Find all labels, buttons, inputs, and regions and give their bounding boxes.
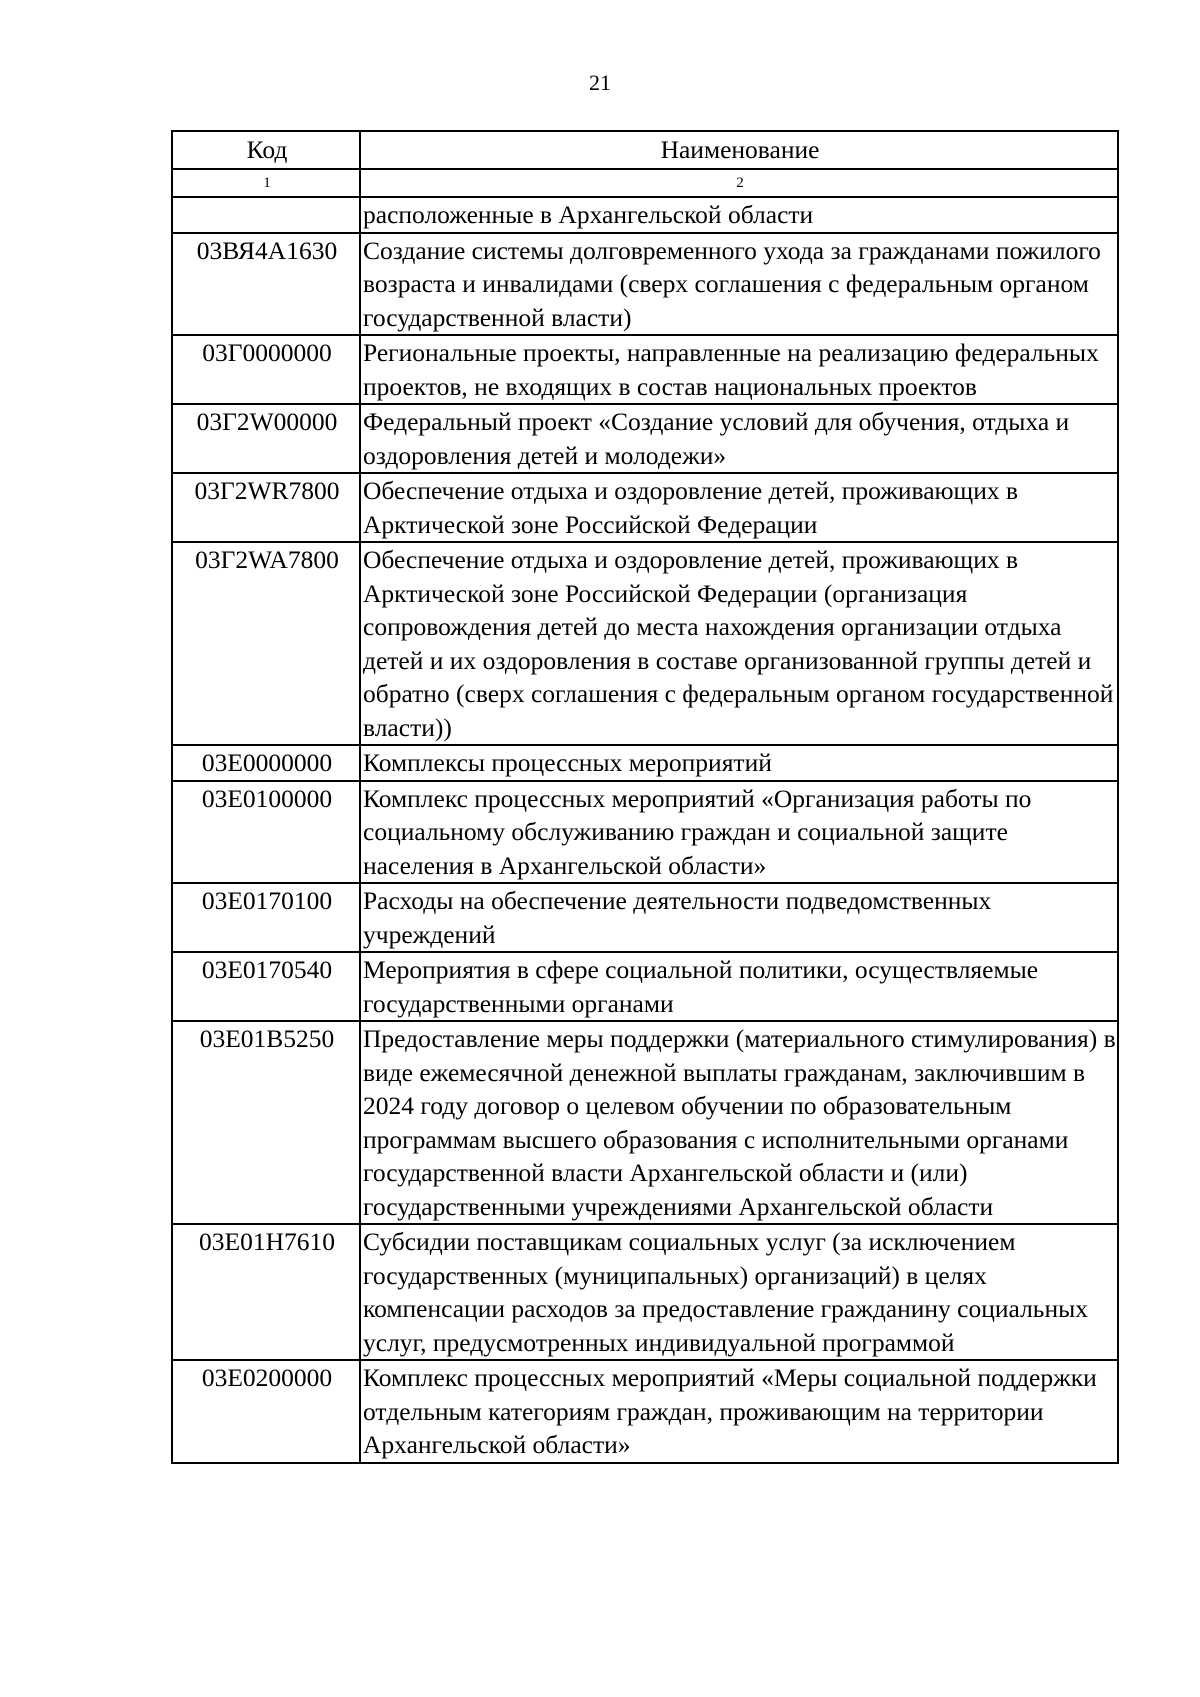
row-name: Субсидии поставщикам социальных услуг (за исключением государственных (муниципальных) организаций) в целях компенсации расходов за предоставление гражданину социальных услуг, предусмотренных индивидуальной программой xyxy=(360,1224,1118,1360)
row-code: 03ВЯ4А1630 xyxy=(172,233,360,336)
table-row xyxy=(172,335,1118,404)
row-code: 03Е0170100 xyxy=(172,883,360,952)
row-name: расположенные в Архангельской области xyxy=(360,197,1118,233)
row-name: Региональные проекты, направленные на реализацию федеральных проектов, не входящих в состав национальных проектов xyxy=(360,335,1118,404)
table-row xyxy=(172,883,1118,952)
table-row xyxy=(172,952,1118,1021)
table-row xyxy=(172,233,1118,336)
row-name: Обеспечение отдыха и оздоровление детей, проживающих в Арктической зоне Российской Федерации (организация сопровождения детей до места нахождения организации отдыха детей и их оздоровления в составе организованной группы детей и обратно (сверх соглашения с федеральным органом государственной власти)) xyxy=(360,542,1118,745)
table-row xyxy=(172,781,1118,884)
row-name: Мероприятия в сфере социальной политики, осуществляемые государственными органами xyxy=(360,952,1118,1021)
page-number: 21 xyxy=(589,70,611,95)
row-code: 03Е0000000 xyxy=(172,745,360,781)
header-name: Наименование xyxy=(360,131,1118,169)
row-code: 03Г0000000 xyxy=(172,335,360,404)
row-name: Комплекс процессных мероприятий «Организация работы по социальному обслуживанию граждан и социальной защите населения в Архангельской области» xyxy=(360,781,1118,884)
row-name: Комплекс процессных мероприятий «Меры социальной поддержки отдельным категориям граждан, проживающим на территории Архангельской области» xyxy=(360,1360,1118,1463)
row-code: 03Е0200000 xyxy=(172,1360,360,1463)
table-row xyxy=(172,197,1118,233)
row-code: 03Г2W00000 xyxy=(172,404,360,473)
row-code: 03Е01Н7610 xyxy=(172,1224,360,1360)
row-code: 03Е0100000 xyxy=(172,781,360,884)
table-row xyxy=(172,542,1118,745)
classification-table xyxy=(171,130,1119,1464)
row-code: 03Е01В5250 xyxy=(172,1021,360,1224)
row-name: Расходы на обеспечение деятельности подведомственных учреждений xyxy=(360,883,1118,952)
table-row xyxy=(172,745,1118,781)
header-code: Код xyxy=(172,131,360,169)
row-code: 03Г2WA7800 xyxy=(172,542,360,745)
row-code xyxy=(172,197,360,233)
column-number-row xyxy=(172,169,1118,197)
column-number-code: 1 xyxy=(172,169,360,197)
row-code: 03Е0170540 xyxy=(172,952,360,1021)
row-name: Обеспечение отдыха и оздоровление детей, проживающих в Арктической зоне Российской Федерации xyxy=(360,473,1118,542)
row-name: Комплексы процессных мероприятий xyxy=(360,745,1118,781)
row-name: Создание системы долговременного ухода за гражданами пожилого возраста и инвалидами (сверх соглашения с федеральным органом государственной власти) xyxy=(360,233,1118,336)
table-row xyxy=(172,1021,1118,1224)
row-code: 03Г2WR7800 xyxy=(172,473,360,542)
table-row xyxy=(172,1360,1118,1463)
table-row xyxy=(172,473,1118,542)
row-name: Предоставление меры поддержки (материального стимулирования) в виде ежемесячной денежной выплаты гражданам, заключившим в 2024 году договор о целевом обучении по образовательным программам высшего образования с исполнительными органами государственной власти Архангельской области и (или) государственными учреждениями Архангельской области xyxy=(360,1021,1118,1224)
column-number-name: 2 xyxy=(360,169,1118,197)
header-row xyxy=(172,131,1118,169)
table-row xyxy=(172,1224,1118,1360)
table-row xyxy=(172,404,1118,473)
row-name: Федеральный проект «Создание условий для обучения, отдыха и оздоровления детей и молодежи» xyxy=(360,404,1118,473)
